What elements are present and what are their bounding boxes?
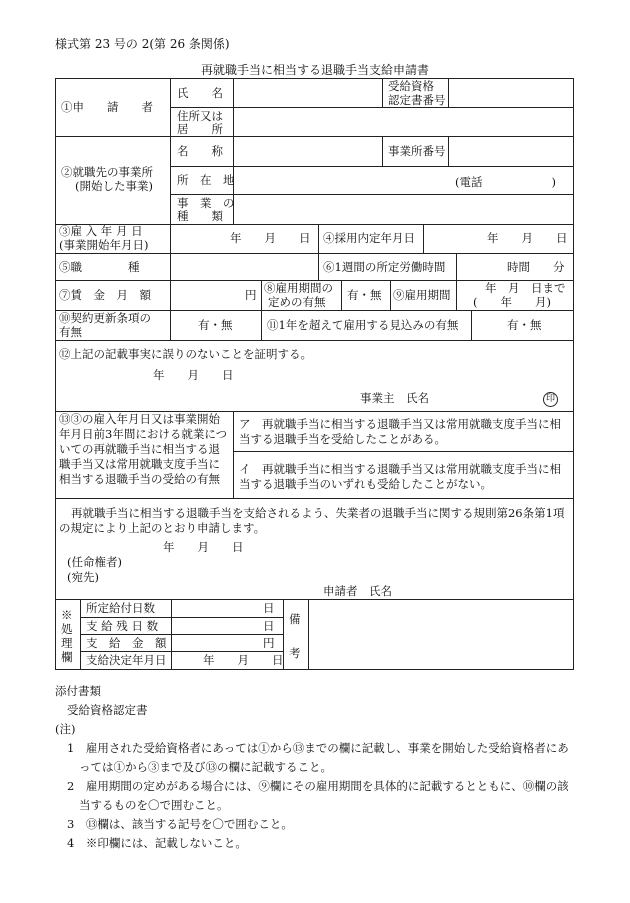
processing-row-label: 支給決定年月日 [86,653,167,667]
cert-number-label-2: 認定書番号 [388,93,446,107]
prior-receipt-label: ⑬③の雇入年月日又は事業開始年月日前3年間における就業についての再就職手当に相当する退職手当又は常用就職支度手当に相当する退職手当の受給の有無 [59,412,228,486]
note-item: 2 雇用期間の定めがある場合には、⑨欄にその雇用期間を具体的に記載するとともに、⑩欄の該当するものを〇で囲むこと。 [67,779,569,812]
seal-mark: 印 [543,390,558,407]
weekly-hours-label: ⑥1週間の所定労働時間 [323,260,446,274]
option-i[interactable]: イ 再就職手当に相当する退職手当又は常用就職支度手当に相当する退職手当のいずれも受給したことがない。 [239,462,561,491]
application-statement: 再就職手当に相当する退職手当を支給されるよう、失業者の退職手当に関する規則第26条第1項の規定により上記のとおり申請します。 [59,506,565,535]
monthly-wage-label: ⑦賃 金 月 額 [59,288,151,302]
hire-date-value: 年 月 日 [230,231,311,245]
employment-period-value-2: ( 年 月) [473,295,551,309]
processing-label: ※処理欄 [61,608,73,664]
page-title: 再就職手当に相当する退職手当支給申請書 [200,63,429,77]
offer-date-label: ④採用内定年月日 [323,231,415,245]
employment-period-value: 年 月 日まで [485,281,566,295]
hire-date-label: ③雇 入 年 月 日 [59,224,143,238]
location-label: 所 在 地 [177,173,235,187]
processing-row-unit: 日 [263,619,275,633]
renewal-clause-label: ⑩契約更新条項の [59,311,151,325]
address-label: 住所又は [177,109,223,123]
job-type-label: ⑤職 種 [59,260,140,274]
attachments-heading: 添付書類 [55,684,101,698]
business-type-label-2: 種 類 [177,209,223,223]
processing-row-unit: 円 [263,636,275,650]
remarks-label: 備 [289,612,301,626]
hire-date-label-2: (事業開始年月日) [59,238,149,252]
application-form-table [55,78,574,670]
company-name-label: 名 称 [177,144,223,158]
weekly-hours-value: 時間 分 [507,260,565,274]
over-one-year-value: 有・無 [507,318,542,332]
office-number-label: 事業所番号 [388,144,446,158]
over-one-year-label: ⑪1年を超えて雇用する見込みの有無 [267,318,459,332]
attachments-and-notes [55,682,575,853]
employer-label-2: (開始した事業) [75,179,153,193]
remarks-label-2: 考 [289,646,301,660]
addressee-label: (宛先) [67,570,99,584]
certification-date: 年 月 日 [153,368,234,382]
name-label: 氏 名 [177,86,223,100]
renewal-clause-label-2: 有無 [59,325,82,339]
fixed-term-value: 有・無 [347,288,382,302]
notes-heading: (注) [55,722,76,736]
applicant-signature-label: 申請者 氏名 [323,584,392,598]
processing-row-label: 支 給 残 日 数 [86,619,159,633]
processing-row-unit: 日 [263,601,275,615]
processing-row-label: 所定給付日数 [86,601,155,615]
form-number: 様式第 23 号の 2(第 26 条関係) [55,37,230,51]
phone-label: (電話 ) [455,175,556,189]
cert-number-label: 受給資格 [388,79,434,93]
authority-label: (任命権者) [67,555,122,569]
business-type-label: 事 業 の [177,196,235,210]
note-item: 3 ⑬欄は、該当する記号を〇で囲むこと。 [67,817,293,831]
fixed-term-label-2: 定めの有無 [268,295,326,309]
offer-date-value: 年 月 日 [487,231,568,245]
processing-row-label: 支 給 金 額 [86,636,167,650]
certification-statement: ⑫上記の記載事実に誤りのないことを証明する。 [59,347,312,361]
application-date: 年 月 日 [163,540,244,554]
yen-unit: 円 [245,288,257,302]
note-item: 1 雇用された受給資格者にあっては①から⑬までの欄に記載し、事業を開始した受給資格者にあっては①から③まで及び⑬の欄に記載すること。 [67,741,569,774]
note-item: 4 ※印欄には、記載しないこと。 [67,836,247,850]
employer-signature-label: 事業主 氏名 [360,391,429,405]
employment-period-label: ⑨雇用期間 [393,288,451,302]
employer-label: ②就職先の事業所 [61,165,153,179]
option-a[interactable]: ア 再就職手当に相当する退職手当又は常用就職支度手当に相当する退職手当を受給したことがある。 [239,417,561,446]
applicant-label: ①申 請 者 [61,100,153,114]
renewal-clause-value: 有・無 [198,318,233,332]
processing-row-unit: 年 月 日 [203,653,284,667]
fixed-term-label: ⑧雇用期間の [264,281,333,295]
address-label-2: 居 所 [177,122,223,136]
attachment-item: 受給資格認定書 [67,703,148,717]
